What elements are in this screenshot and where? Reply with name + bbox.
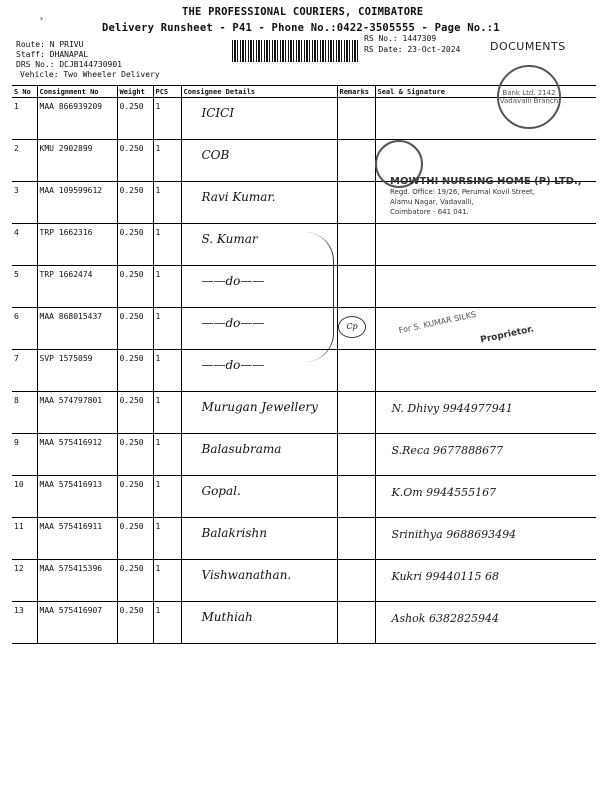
sno-cell: 5 xyxy=(12,266,37,308)
consignee-cell xyxy=(181,518,337,560)
sno-cell: 10 xyxy=(12,476,37,518)
table-row xyxy=(12,560,596,602)
consignment-cell: KMU 2902899 xyxy=(37,140,117,182)
consignment-cell: MAA 866939209 xyxy=(37,98,117,140)
remarks-cell xyxy=(337,224,375,266)
sno-cell: 12 xyxy=(12,560,37,602)
pcs-cell: 1 xyxy=(153,182,181,224)
nursing-home-address: Regd. Office: 19/26, Perumal Kovil Street, xyxy=(390,188,535,196)
consignee-handwriting: Balakrishn xyxy=(201,526,267,540)
signature-cell xyxy=(375,518,596,560)
sno-cell: 6 xyxy=(12,308,37,350)
weight-cell: 0.250 xyxy=(117,182,153,224)
signature-handwriting: S.Reca 9677888677 xyxy=(391,444,504,457)
rs-date: RS Date: 23-Oct-2024 xyxy=(364,45,461,54)
table-row xyxy=(12,350,596,392)
col-consignee: Consignee Details xyxy=(181,86,337,98)
route-label: Route: N PRIVU xyxy=(16,40,84,49)
consignment-cell: MAA 574797801 xyxy=(37,392,117,434)
corner-mark: › xyxy=(39,14,44,23)
table-row xyxy=(12,392,596,434)
table-row xyxy=(12,602,596,644)
consignee-handwriting: ——do—— xyxy=(201,358,265,372)
consignment-cell: MAA 575416907 xyxy=(37,602,117,644)
remarks-cell xyxy=(337,266,375,308)
table-row xyxy=(12,224,596,266)
consignee-cell xyxy=(181,182,337,224)
consignment-cell: SVP 1575059 xyxy=(37,350,117,392)
pcs-cell: 1 xyxy=(153,224,181,266)
sno-cell: 2 xyxy=(12,140,37,182)
pcs-cell: 1 xyxy=(153,350,181,392)
handwritten-documents-note: DOCUMENTS xyxy=(490,40,566,53)
weight-cell: 0.250 xyxy=(117,308,153,350)
sno-cell: 1 xyxy=(12,98,37,140)
remarks-cell xyxy=(337,392,375,434)
remarks-cell xyxy=(337,560,375,602)
remarks-cell xyxy=(337,434,375,476)
sno-cell: 3 xyxy=(12,182,37,224)
nursing-home-stamp xyxy=(390,177,590,217)
signature-handwriting: K.Om 9944555167 xyxy=(391,486,497,499)
pcs-cell: 1 xyxy=(153,518,181,560)
signature-cell xyxy=(375,602,596,644)
weight-cell: 0.250 xyxy=(117,476,153,518)
weight-cell: 0.250 xyxy=(117,560,153,602)
weight-cell: 0.250 xyxy=(117,518,153,560)
consignment-cell: MAA 575416911 xyxy=(37,518,117,560)
consignee-handwriting: ICICI xyxy=(201,106,235,120)
nursing-home-city: Coimbatore - 641 041. xyxy=(390,208,469,216)
table-row xyxy=(12,476,596,518)
remarks-cell xyxy=(337,476,375,518)
consignee-handwriting: Vishwanathan. xyxy=(201,568,292,582)
sno-cell: 13 xyxy=(12,602,37,644)
sno-cell: 4 xyxy=(12,224,37,266)
consignee-cell xyxy=(181,434,337,476)
nursing-home-address-2: Alamu Nagar, Vadavalli, xyxy=(390,198,474,206)
weight-cell: 0.250 xyxy=(117,224,153,266)
pcs-cell: 1 xyxy=(153,140,181,182)
col-pcs: PCS xyxy=(153,86,181,98)
consignee-handwriting: Balasubrama xyxy=(201,442,282,456)
sno-cell: 8 xyxy=(12,392,37,434)
signature-cell xyxy=(375,266,596,308)
signature-cell xyxy=(375,392,596,434)
barcode xyxy=(232,40,360,62)
col-consignment: Consignment No xyxy=(37,86,117,98)
remarks-cell xyxy=(337,350,375,392)
consignee-handwriting: Muthiah xyxy=(201,610,253,624)
consignment-cell: MAA 575416912 xyxy=(37,434,117,476)
remarks-cell xyxy=(337,98,375,140)
weight-cell: 0.250 xyxy=(117,392,153,434)
pcs-cell: 1 xyxy=(153,392,181,434)
pcs-cell: 1 xyxy=(153,98,181,140)
consignment-cell: MAA 575415396 xyxy=(37,560,117,602)
table-row xyxy=(12,434,596,476)
col-remarks: Remarks xyxy=(337,86,375,98)
drs-number: DRS No.: DCJB144730901 xyxy=(16,60,122,69)
col-weight: Weight xyxy=(117,86,153,98)
weight-cell: 0.250 xyxy=(117,266,153,308)
consignment-cell: MAA 575416913 xyxy=(37,476,117,518)
consignment-cell: TRP 1662316 xyxy=(37,224,117,266)
remarks-cell xyxy=(337,140,375,182)
consignee-handwriting: ——do—— xyxy=(201,316,265,330)
consignee-cell xyxy=(181,140,337,182)
consignee-cell xyxy=(181,476,337,518)
sno-cell: 11 xyxy=(12,518,37,560)
pcs-cell: 1 xyxy=(153,308,181,350)
signature-handwriting: N. Dhivy 9944977941 xyxy=(391,402,513,415)
table-row xyxy=(12,266,596,308)
consignee-handwriting: COB xyxy=(201,148,230,162)
pcs-cell: 1 xyxy=(153,560,181,602)
consignment-cell: MAA 868015437 xyxy=(37,308,117,350)
consignment-cell: TRP 1662474 xyxy=(37,266,117,308)
runsheet-table xyxy=(12,85,596,644)
sno-cell: 9 xyxy=(12,434,37,476)
signature-cell xyxy=(375,224,596,266)
proprietor-stamp: Proprietor. xyxy=(479,324,535,346)
company-title: THE PROFESSIONAL COURIERS, COIMBATORE xyxy=(182,6,424,18)
weight-cell: 0.250 xyxy=(117,98,153,140)
weight-cell: 0.250 xyxy=(117,602,153,644)
remarks-cell xyxy=(337,182,375,224)
weight-cell: 0.250 xyxy=(117,140,153,182)
signature-handwriting: Ashok 6382825944 xyxy=(391,612,499,625)
consignment-cell: MAA 109599612 xyxy=(37,182,117,224)
signature-cell xyxy=(375,560,596,602)
signature-handwriting: Srinithya 9688693494 xyxy=(391,528,517,541)
signature-handwriting: Kukri 99440115 68 xyxy=(391,570,499,583)
signature-cell xyxy=(375,98,596,140)
signature-cell xyxy=(375,350,596,392)
rs-number: RS No.: 1447309 xyxy=(364,34,437,43)
consignee-handwriting: Gopal. xyxy=(201,484,241,498)
col-seal-signature: Seal & Signature xyxy=(375,86,596,98)
signature-cell xyxy=(375,476,596,518)
weight-cell: 0.250 xyxy=(117,350,153,392)
consignee-cell xyxy=(181,602,337,644)
runsheet-title: Delivery Runsheet - P41 - Phone No.:0422-3505555 - Page No.:1 xyxy=(102,22,500,34)
bank-seal-stamp: Bank Ltd. 2142 Vadavalli Branch xyxy=(497,65,561,129)
nursing-home-name: MOWTHI NURSING HOME (P) LTD., xyxy=(390,176,582,187)
consignee-handwriting: S. Kumar xyxy=(201,232,258,246)
consignee-cell xyxy=(181,392,337,434)
weight-cell: 0.250 xyxy=(117,434,153,476)
sno-cell: 7 xyxy=(12,350,37,392)
pcs-cell: 1 xyxy=(153,434,181,476)
remarks-cell xyxy=(337,518,375,560)
table-row xyxy=(12,518,596,560)
pcs-cell: 1 xyxy=(153,476,181,518)
remarks-cell xyxy=(337,602,375,644)
signature-cell xyxy=(375,434,596,476)
consignee-cell xyxy=(181,98,337,140)
consignee-handwriting: ——do—— xyxy=(201,274,265,288)
consignee-handwriting: Ravi Kumar. xyxy=(201,190,276,204)
staff-label: Staff: DHANAPAL xyxy=(16,50,89,59)
silks-stamp: For S. KUMAR SILKS xyxy=(397,309,477,336)
col-sno: S No xyxy=(12,86,37,98)
consignee-cell xyxy=(181,560,337,602)
vehicle-label: Vehicle: Two Wheeler Delivery xyxy=(20,70,160,79)
handwritten-bracket xyxy=(305,232,334,362)
pcs-cell: 1 xyxy=(153,602,181,644)
consignee-handwriting: Murugan Jewellery xyxy=(201,400,318,414)
cp-initials-mark: Cp xyxy=(338,316,366,338)
pcs-cell: 1 xyxy=(153,266,181,308)
